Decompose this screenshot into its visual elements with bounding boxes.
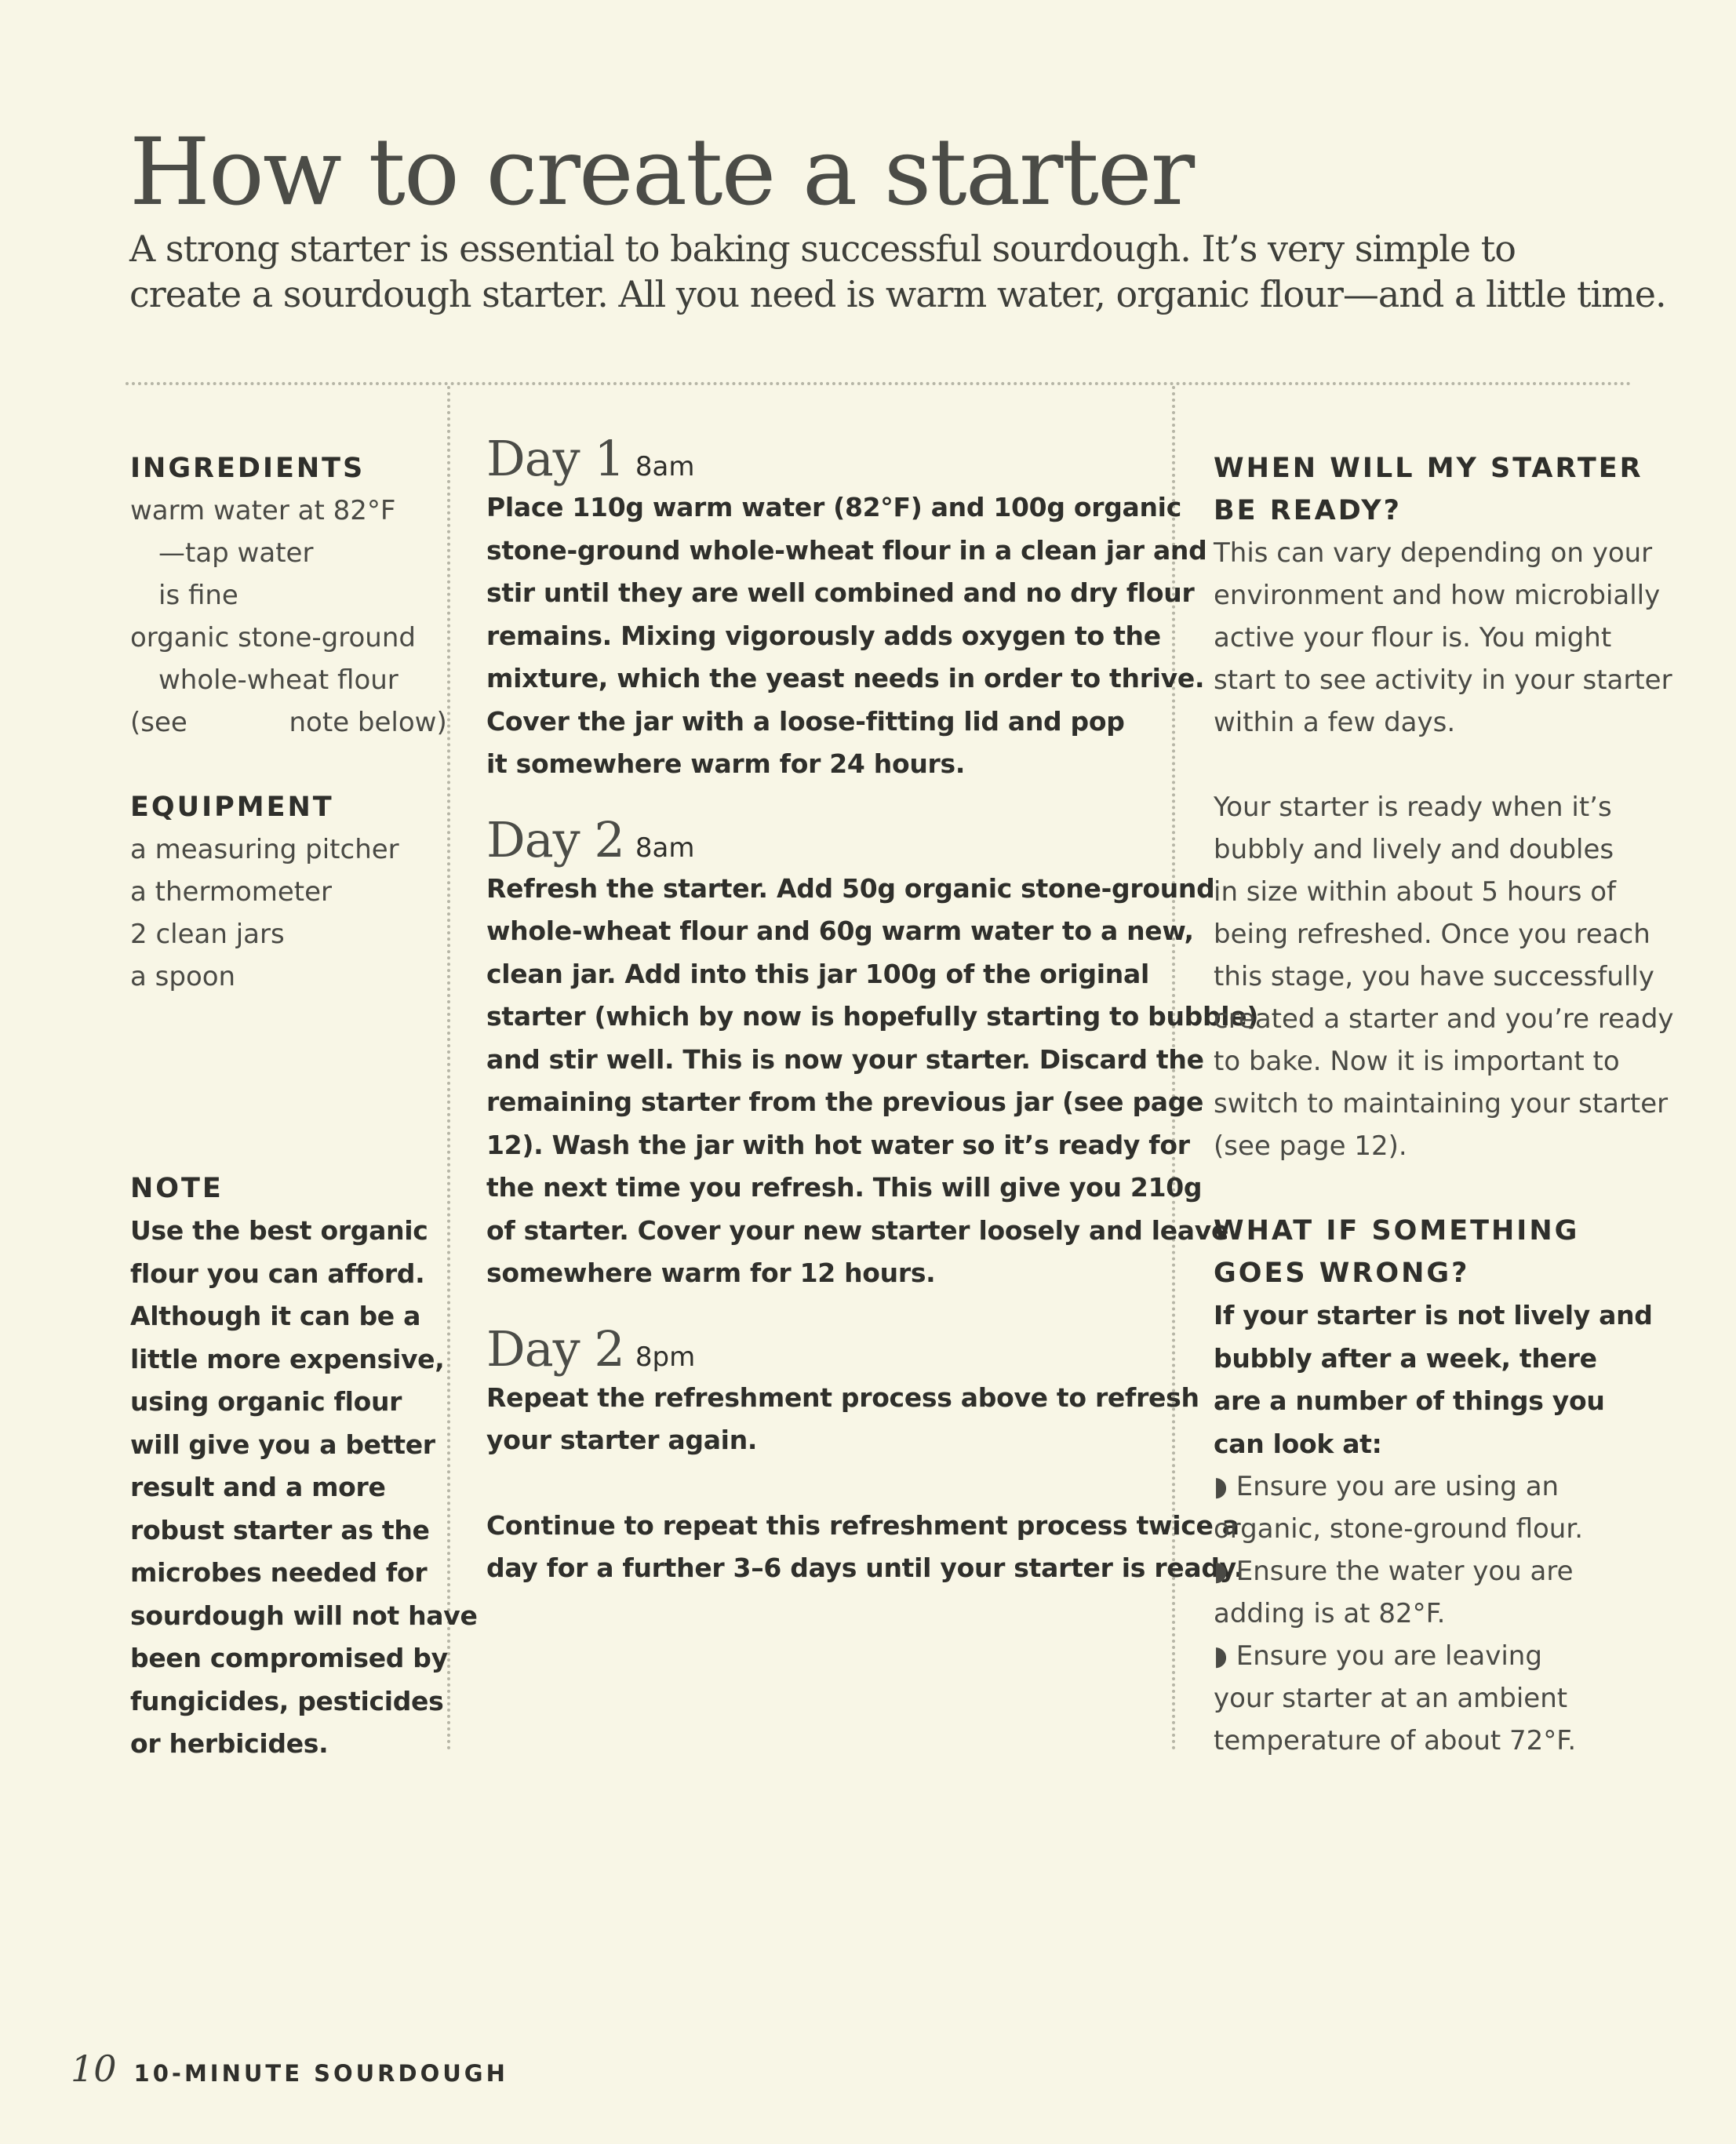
day-line: stone-ground whole-wheat flour in a clean jar and xyxy=(486,534,1207,566)
day-line: mixture, which the yeast needs in order to thrive. xyxy=(486,663,1205,693)
day-label: Day 1 xyxy=(486,430,624,487)
equipment-heading: EQUIPMENT xyxy=(130,792,334,823)
day-time: 8am xyxy=(635,451,695,482)
day-heading xyxy=(486,810,1161,868)
day-line: it somewhere warm for 24 hours. xyxy=(486,748,966,779)
ready-line: bubbly and lively and doubles xyxy=(1214,834,1614,865)
ready-line: switch to maintaining your starter xyxy=(1214,1088,1669,1119)
spacer xyxy=(486,786,1161,813)
tip-line: ◗ Ensure the water you are xyxy=(1214,1556,1574,1587)
ready-line: to bake. Now it is important to xyxy=(1214,1046,1620,1077)
ingredient-line: organic stone-ground xyxy=(130,622,416,653)
intro-text xyxy=(129,226,1698,317)
ready-line: (see page 12). xyxy=(1214,1130,1407,1162)
day-label: Day 2 xyxy=(486,1320,624,1378)
equipment-item: a spoon xyxy=(130,961,236,992)
wrong-line: If your starter is not lively and xyxy=(1214,1300,1653,1330)
left-column xyxy=(130,447,478,1766)
spacer xyxy=(486,1462,1161,1505)
ready-line: This can vary depending on your xyxy=(1214,537,1653,569)
day-line: somewhere warm for 12 hours. xyxy=(486,1258,936,1288)
wrong-heading: GOES WRONG? xyxy=(1214,1258,1470,1289)
ingredient-line: is fine xyxy=(158,580,238,611)
dotted-divider-vertical xyxy=(447,386,450,1751)
tip-line: adding is at 82°F. xyxy=(1214,1598,1446,1629)
day-line: your starter again. xyxy=(486,1425,758,1455)
continue-line: day for a further 3–6 days until your starter is ready. xyxy=(486,1552,1244,1583)
tip-line: organic, stone-ground flour. xyxy=(1214,1513,1584,1545)
ready-line: this stage, you have successfully xyxy=(1214,961,1654,992)
wrong-line: are a number of things you xyxy=(1214,1385,1605,1416)
ingredient-line: whole-wheat flour xyxy=(158,664,399,696)
page-footer xyxy=(71,2048,508,2090)
equipment-item: a measuring pitcher xyxy=(130,834,399,865)
tip-line: ◗ Ensure you are leaving xyxy=(1214,1640,1542,1672)
note-line: will give you a better xyxy=(130,1429,435,1460)
wrong-line: can look at: xyxy=(1214,1428,1382,1459)
day-line: remaining starter from the previous jar (see page xyxy=(486,1087,1204,1117)
ready-line: Your starter is ready when it’s xyxy=(1214,792,1612,823)
spacer xyxy=(130,998,444,1167)
equipment-section xyxy=(130,786,444,998)
day-line: 12). Wash the jar with hot water so it’s ready for xyxy=(486,1129,1190,1160)
day-line: Cover the jar with a loose-fitting lid and pop xyxy=(486,705,1125,737)
continue-section xyxy=(486,1505,1244,1590)
wrong-heading: WHAT IF SOMETHING xyxy=(1214,1215,1580,1247)
ready-heading: BE READY? xyxy=(1214,495,1402,526)
day-1-section xyxy=(486,430,1207,786)
note-line: flour you can afford. xyxy=(130,1258,425,1289)
day-line: clean jar. Add into this jar 100g of the original xyxy=(486,958,1149,989)
equipment-item: a thermometer xyxy=(130,876,333,908)
right-column xyxy=(1214,447,1674,1762)
page-number: 10 xyxy=(71,2048,117,2090)
ready-line: created a starter and you’re ready xyxy=(1214,1003,1674,1035)
intro-line: A strong starter is essential to baking successful sourdough. It’s very simple to xyxy=(129,228,1516,270)
middle-column xyxy=(486,430,1259,1590)
wrong-section xyxy=(1214,1210,1653,1762)
note-heading: NOTE xyxy=(130,1173,224,1204)
spacer xyxy=(486,1295,1161,1322)
note-line: fungicides, pesticides xyxy=(130,1685,444,1716)
ready-line: start to see activity in your starter xyxy=(1214,664,1672,696)
note-line: result and a more xyxy=(130,1472,386,1502)
tip-line: your starter at an ambient xyxy=(1214,1683,1568,1714)
ingredient-line: (see note below) xyxy=(130,707,447,738)
tip-line: temperature of about 72°F. xyxy=(1214,1725,1577,1756)
ready-section xyxy=(1214,447,1674,1167)
day-line: the next time you refresh. This will give you 210g xyxy=(486,1172,1203,1203)
page-title: How to create a starter xyxy=(129,118,1194,226)
note-line: using organic flour xyxy=(130,1386,402,1417)
spacer xyxy=(1214,1167,1653,1210)
ingredient-line: —tap water xyxy=(158,537,314,569)
day-line: and stir well. This is now your starter. Discard the xyxy=(486,1043,1204,1075)
wrong-line: bubbly after a week, there xyxy=(1214,1342,1597,1374)
note-line: Use the best organic xyxy=(130,1215,428,1246)
tip-line: ◗ Ensure you are using an xyxy=(1214,1471,1559,1502)
ready-line: being refreshed. Once you reach xyxy=(1214,919,1650,950)
day-time: 8pm xyxy=(635,1341,696,1373)
day-line: Refresh the starter. Add 50g organic stone-ground xyxy=(486,872,1215,904)
day-heading xyxy=(486,431,1161,486)
day-2-evening-section xyxy=(486,1320,1199,1462)
spacer xyxy=(130,744,444,786)
day-line: of starter. Cover your new starter loosely and leave xyxy=(486,1214,1229,1246)
continue-line: Continue to repeat this refreshment process twice a xyxy=(486,1509,1239,1541)
ready-line: within a few days. xyxy=(1214,707,1456,738)
day-2-morning-section xyxy=(486,810,1259,1295)
intro-line: create a sourdough starter. All you need is warm water, organic flour—and a little time. xyxy=(129,273,1666,315)
day-line: Place 110g warm water (82°F) and 100g organic xyxy=(486,492,1181,522)
note-line: little more expensive, xyxy=(130,1343,445,1374)
note-line: been compromised by xyxy=(130,1643,448,1673)
day-line: whole-wheat flour and 60g warm water to a new, xyxy=(486,915,1194,946)
ingredient-line: warm water at 82°F xyxy=(130,495,396,526)
ready-line: active your flour is. You might xyxy=(1214,622,1612,653)
ingredients-heading: INGREDIENTS xyxy=(130,453,366,484)
ingredients-section xyxy=(130,447,447,744)
spacer xyxy=(1214,744,1653,786)
note-line: or herbicides. xyxy=(130,1728,329,1759)
note-line: robust starter as the xyxy=(130,1514,430,1545)
day-line: starter (which by now is hopefully starting to bubble) xyxy=(486,1001,1259,1032)
ready-line: in size within about 5 hours of xyxy=(1214,876,1616,908)
day-line: Repeat the refreshment process above to refresh xyxy=(486,1381,1199,1413)
note-line: sourdough will not have xyxy=(130,1600,478,1631)
dotted-divider-horizontal xyxy=(126,382,1632,385)
ready-heading: WHEN WILL MY STARTER xyxy=(1214,453,1643,484)
day-label: Day 2 xyxy=(486,810,624,868)
note-line: Although it can be a xyxy=(130,1301,421,1331)
note-section xyxy=(130,1167,478,1766)
ready-line: environment and how microbially xyxy=(1214,580,1661,611)
day-line: remains. Mixing vigorously adds oxygen to the xyxy=(486,620,1161,651)
day-line: stir until they are well combined and no dry flour xyxy=(486,577,1195,608)
day-heading xyxy=(486,1322,1161,1377)
note-line: microbes needed for xyxy=(130,1557,428,1588)
equipment-item: 2 clean jars xyxy=(130,919,285,950)
book-title: 10-MINUTE SOURDOUGH xyxy=(133,2060,508,2087)
day-time: 8am xyxy=(635,832,695,864)
